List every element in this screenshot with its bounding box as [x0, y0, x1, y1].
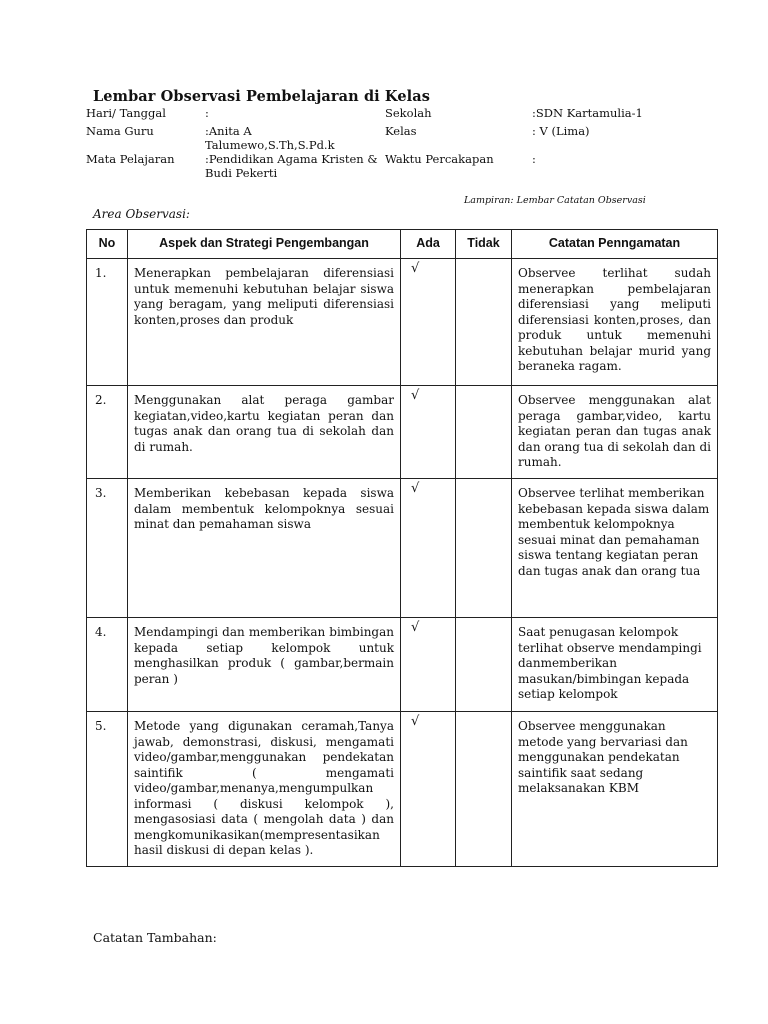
table-row — [87, 479, 718, 618]
row-aspek: Metode yang digunakan ceramah,Tanya jawab, demonstrasi, diskusi, mengamati video/gambar,menggunakan pendekatan saintifik ( mengamati video/gambar,menanya,mengumpulkan informasi ( diskusi kelompok ), mengasosiasi data ( mengolah data ) dan mengkomunikasikan(mempresentasikan hasil diskusi di depan kelas ). — [128, 712, 401, 867]
waktu-percakapan-label: Waktu Percakapan — [385, 152, 494, 166]
hari-tanggal-label: Hari/ Tanggal — [86, 106, 166, 120]
row-tidak — [456, 479, 512, 618]
header-aspek: Aspek dan Strategi Pengembangan — [128, 230, 401, 259]
row-catatan: Observee terlihat sudah menerapkan pembelajaran diferensiasi yang meliputi diferensiasi konten,proses, dan produk untuk memenuhi kebutuhan belajar murid yang beraneka ragam. — [512, 259, 718, 386]
header-catatan: Catatan Penngamatan — [512, 230, 718, 259]
ada-check-icon: √ — [401, 259, 456, 386]
row-number: 1. — [87, 259, 128, 386]
row-aspek: Menerapkan pembelajaran diferensiasi untuk memenuhi kebutuhan belajar siswa yang beragam, yang meliputi diferensiasi konten,proses dan produk — [128, 259, 401, 386]
waktu-percakapan-value: : — [532, 152, 536, 166]
ada-check-icon: √ — [401, 479, 456, 618]
table-row — [87, 386, 718, 479]
row-number: 2. — [87, 386, 128, 479]
nama-guru-label: Nama Guru — [86, 124, 154, 138]
nama-guru-value-line1: :Anita A — [205, 124, 252, 138]
ada-check-icon: √ — [401, 712, 456, 867]
document-title: Lembar Observasi Pembelajaran di Kelas — [93, 88, 431, 105]
header-no: No — [87, 230, 128, 259]
area-observasi-label: Area Observasi: — [93, 207, 190, 221]
row-number: 5. — [87, 712, 128, 867]
sekolah-label: Sekolah — [385, 106, 432, 120]
kelas-label: Kelas — [385, 124, 417, 138]
table-row — [87, 712, 718, 867]
ada-check-icon: √ — [401, 618, 456, 712]
table-row — [87, 618, 718, 712]
hari-tanggal-value: : — [205, 106, 209, 120]
row-aspek: Memberikan kebebasan kepada siswa dalam membentuk kelompoknya sesuai minat dan pemahaman siswa — [128, 479, 401, 618]
row-catatan: Saat penugasan kelompok terlihat observe mendampingi danmemberikan masukan/bimbingan kepada setiap kelompok — [512, 618, 718, 712]
sekolah-value: :SDN Kartamulia-1 — [532, 106, 643, 120]
row-aspek: Mendampingi dan memberikan bimbingan kepada setiap kelompok untuk menghasilkan produk ( gambar,bermain peran ) — [128, 618, 401, 712]
observation-table — [86, 229, 718, 867]
mata-pelajaran-value-line1: :Pendidikan Agama Kristen & — [205, 152, 378, 166]
row-tidak — [456, 712, 512, 867]
header-ada: Ada — [401, 230, 456, 259]
row-aspek: Menggunakan alat peraga gambar kegiatan,video,kartu kegiatan peran dan tugas anak dan orang tua di sekolah dan di rumah. — [128, 386, 401, 479]
mata-pelajaran-value-line2: Budi Pekerti — [205, 166, 278, 180]
table-row — [87, 259, 718, 386]
ada-check-icon: √ — [401, 386, 456, 479]
row-catatan: Observee terlihat memberikan kebebasan kepada siswa dalam membentuk kelompoknya sesuai minat dan pemahaman siswa tentang kegiatan peran dan tugas anak dan orang tua — [512, 479, 718, 618]
header-tidak: Tidak — [456, 230, 512, 259]
row-tidak — [456, 618, 512, 712]
row-tidak — [456, 386, 512, 479]
row-tidak — [456, 259, 512, 386]
mata-pelajaran-label: Mata Pelajaran — [86, 152, 175, 166]
row-catatan: Observee menggunakan metode yang bervariasi dan menggunakan pendekatan saintifik saat sedang melaksanakan KBM — [512, 712, 718, 867]
catatan-tambahan-label: Catatan Tambahan: — [93, 930, 217, 945]
row-number: 3. — [87, 479, 128, 618]
table-header-row — [87, 230, 718, 259]
nama-guru-value-line2: Talumewo,S.Th,S.Pd.k — [205, 138, 335, 152]
kelas-value: : V (Lima) — [532, 124, 590, 138]
lampiran-note: Lampiran: Lembar Catatan Observasi — [464, 195, 646, 206]
row-number: 4. — [87, 618, 128, 712]
row-catatan: Observee menggunakan alat peraga gambar,video, kartu kegiatan peran dan tugas anak dan orang tua di sekolah dan di rumah. — [512, 386, 718, 479]
